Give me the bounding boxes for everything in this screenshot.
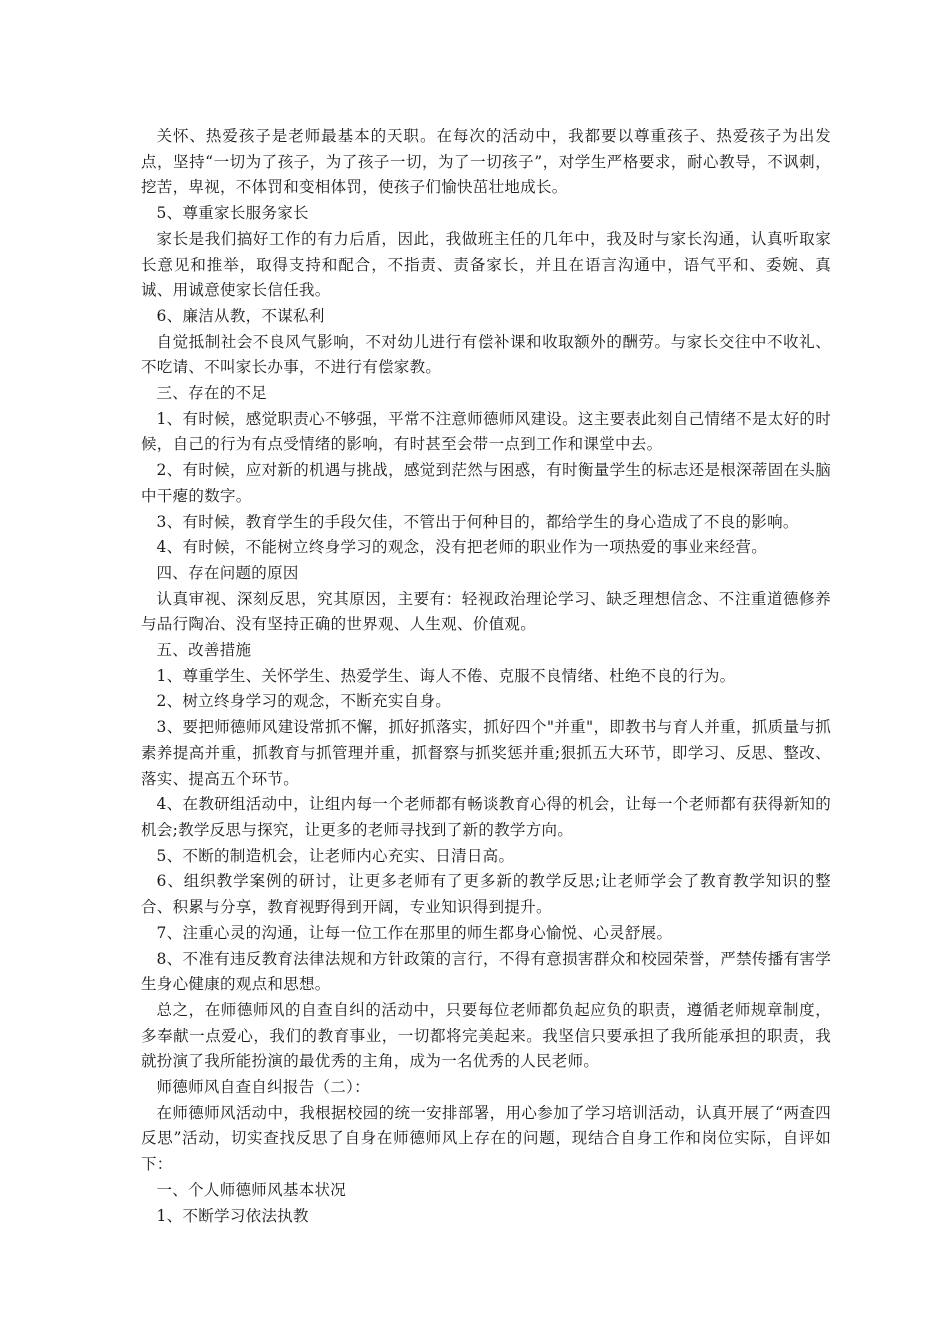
paragraph: 家长是我们搞好工作的有力后盾，因此，我做班主任的几年中，我及时与家长沟通，认真听取家长意见和推举，取得支持和配合，不指责、责备家长，并且在语言沟通中，语气平和、委婉、真诚、用诚意使家长信任我。 <box>141 229 831 300</box>
paragraph: 关怀、热爱孩子是老师最基本的天职。在每次的活动中，我都要以尊重孩子、热爱孩子为出发点，坚持“一切为了孩子，为了孩子一切，为了一切孩子”，对学生严格要求，耐心教导，不讽刺，挖苦，卑视，不体罚和变相体罚，使孩子们愉快茁壮地成长。 <box>141 127 831 197</box>
section-heading: 五、改善措施 <box>156 641 252 660</box>
section-heading: 三、存在的不足 <box>156 384 268 403</box>
list-item: 7、注重心灵的沟通，让每一位工作在那里的师生都身心愉悦、心灵舒展。 <box>156 923 673 942</box>
list-item: 8、不准有违反教育法律法规和方针政策的言行，不得有意损害群众和校园荣誉，严禁传播有害学生身心健康的观点和思想。 <box>141 949 831 994</box>
list-item: 3、要把师德师风建设常抓不懈，抓好抓落实，抓好四个"并重"，即教书与育人并重，抓质量与抓素养提高并重，抓教育与抓管理并重，抓督察与抓奖惩并重;狠抓五大环节，即学习、反思、整改、落实、提高五个环节。 <box>141 718 831 788</box>
report-title: 师德师风自查自纠报告（二）： <box>156 1078 370 1097</box>
list-item: 1、不断学习依法执教 <box>156 1206 309 1225</box>
list-item: 1、有时候，感觉职责心不够强，平常不注意师德师风建设。这主要表此刻自己情绪不是太好的时候，自己的行为有点受情绪的影响，有时甚至会带一点到工作和课堂中去。 <box>141 409 831 454</box>
section-heading: 6、廉洁从教，不谋私利 <box>156 306 325 325</box>
section-heading: 5、尊重家长服务家长 <box>156 204 309 223</box>
list-item: 6、组织教学案例的研讨，让更多老师有了更多新的教学反思;让老师学会了教育教学知识的整合、积累与分享，教育视野得到开阔，专业知识得到提升。 <box>141 872 831 917</box>
paragraph: 自觉抵制社会不良风气影响，不对幼儿进行有偿补课和收取额外的酬劳。与家长交往中不收礼、不吃请、不叫家长办事，不进行有偿家教。 <box>141 332 831 377</box>
list-item: 4、有时候，不能树立终身学习的观念，没有把老师的职业作为一项热爱的事业来经营。 <box>156 538 768 557</box>
list-item: 4、在教研组活动中，让组内每一个老师都有畅谈教育心得的机会，让每一个老师都有获得新知的机会;教学反思与探究，让更多的老师寻找到了新的教学方向。 <box>141 795 831 839</box>
paragraph: 在师德师风活动中，我根据校园的统一安排部署，用心参加了学习培训活动，认真开展了“两查四反思”活动，切实查找反思了自身在师德师风上存在的问题，现结合自身工作和岗位实际，自评如下： <box>141 1103 831 1174</box>
paragraph: 总之，在师德师风的自查自纠的活动中，只要每位老师都负起应负的职责，遵循老师规章制度，多奉献一点爱心，我们的教育事业，一切都将完美起来。我坚信只要承担了我所能承担的职责，我就扮演了我所能扮演的最优秀的主角，成为一名优秀的人民老师。 <box>141 1000 831 1071</box>
section-heading: 一、个人师德师风基本状况 <box>156 1180 347 1199</box>
document-body <box>141 124 831 1229</box>
section-heading: 四、存在问题的原因 <box>156 563 299 582</box>
list-item: 1、尊重学生、关怀学生、热爱学生、诲人不倦、克服不良情绪、杜绝不良的行为。 <box>156 666 736 685</box>
list-item: 2、树立终身学习的观念，不断充实自身。 <box>156 692 452 711</box>
list-item: 3、有时候，教育学生的手段欠佳，不管出于何种目的，都给学生的身心造成了不良的影响。 <box>156 512 799 531</box>
paragraph: 认真审视、深刻反思，究其原因，主要有：轻视政治理论学习、缺乏理想信念、不注重道德修养与品行陶冶、没有坚持正确的世界观、人生观、价值观。 <box>141 589 831 634</box>
list-item: 5、不断的制造机会，让老师内心充实、日清日高。 <box>156 846 515 865</box>
list-item: 2、有时候，应对新的机遇与挑战，感觉到茫然与困惑，有时衡量学生的标志还是根深蒂固在头脑中干瘪的数字。 <box>141 461 831 505</box>
